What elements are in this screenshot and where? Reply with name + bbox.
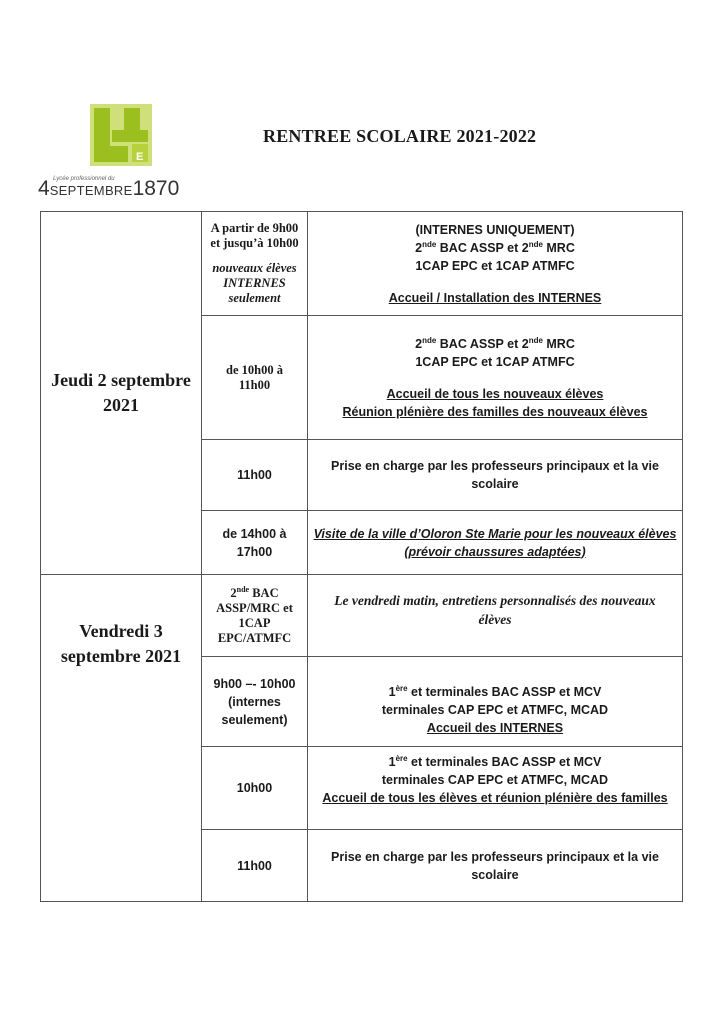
desc-line: terminales CAP EPC et ATMFC, MCAD xyxy=(381,773,609,787)
time-note: nouveaux élèves xyxy=(212,261,297,275)
desc-underlined: (prévoir chaussures adaptées) xyxy=(404,544,586,559)
time-line: 11h00 xyxy=(237,858,272,873)
description-cell xyxy=(308,440,683,511)
day-cell-friday: Vendredi 3 septembre 2021 xyxy=(41,575,202,902)
description-cell xyxy=(308,747,683,830)
desc-underlined: Accueil de tous les nouveaux élèves xyxy=(386,386,604,401)
svg-text:E: E xyxy=(136,151,144,163)
time-cell xyxy=(202,830,308,902)
time-line: 9h00 –- 10h00 xyxy=(213,676,296,691)
time-cell xyxy=(202,316,308,440)
time-line: 10h00 xyxy=(236,781,273,795)
desc-line: Prise en charge par les professeurs principaux et la vie xyxy=(331,849,659,864)
time-line: et jusqu’à 10h00 xyxy=(210,236,299,250)
schedule-table xyxy=(40,211,683,902)
time-line: A partir de 9h00 xyxy=(210,221,299,235)
desc-line: 1CAP EPC et 1CAP ATMFC xyxy=(415,354,575,369)
desc-underlined: Accueil de tous les élèves et réunion plénière des familles xyxy=(322,791,668,805)
time-line: 11h00 xyxy=(237,468,272,482)
time-cell xyxy=(202,747,308,830)
desc-underlined: Réunion plénière des familles des nouveaux élèves xyxy=(342,404,648,419)
desc-underlined: Accueil des INTERNES xyxy=(426,721,564,735)
time-line: (internes xyxy=(228,694,281,709)
desc-line: Le vendredi matin, entretiens personnalisés des nouveaux xyxy=(334,593,656,608)
description-cell xyxy=(308,316,683,440)
time-line: de 10h00 à xyxy=(226,362,283,377)
logo-wordmark: 4SEPTEMBRE1870 xyxy=(38,177,180,200)
desc-line: scolaire xyxy=(471,867,519,882)
desc-line: scolaire xyxy=(471,477,519,491)
description-cell xyxy=(308,575,683,657)
time-note: INTERNES xyxy=(223,276,286,290)
desc-line: 2nde BAC ASSP et 2nde MRC xyxy=(415,335,575,351)
day-cell-thursday: Jeudi 2 septembre 2021 xyxy=(41,212,202,575)
time-line: EPC/ATMFC xyxy=(217,630,292,645)
logo-tagline: Lycée professionnel du xyxy=(53,176,115,182)
time-cell xyxy=(202,440,308,511)
desc-line: 1CAP EPC et 1CAP ATMFC xyxy=(415,258,575,273)
time-cell xyxy=(202,212,308,316)
school-logo xyxy=(38,104,198,200)
desc-line: Prise en charge par les professeurs principaux et la vie xyxy=(331,459,659,473)
description-cell xyxy=(308,511,683,575)
desc-underlined: Accueil / Installation des INTERNES xyxy=(388,290,602,305)
time-cell xyxy=(202,511,308,575)
table-row xyxy=(41,575,683,657)
time-line: de 14h00 à xyxy=(222,526,287,541)
time-line: ASSP/MRC et xyxy=(216,600,293,615)
logo-mark-icon xyxy=(90,104,152,166)
desc-line: (INTERNES UNIQUEMENT) xyxy=(415,222,575,237)
desc-line: terminales CAP EPC et ATMFC, MCAD xyxy=(381,703,609,717)
time-line: 11h00 xyxy=(238,377,271,392)
desc-line: 2nde BAC ASSP et 2nde MRC xyxy=(415,239,575,255)
table-row xyxy=(41,212,683,316)
time-line: 2nde BAC xyxy=(230,584,279,600)
description-cell xyxy=(308,830,683,902)
page-title: RENTREE SCOLAIRE 2021-2022 xyxy=(263,126,537,146)
description-cell xyxy=(308,657,683,747)
description-cell xyxy=(308,212,683,316)
desc-line: 1ère et terminales BAC ASSP et MCV xyxy=(388,753,602,769)
desc-line: 1ère et terminales BAC ASSP et MCV xyxy=(388,683,602,699)
desc-underlined: Visite de la ville d’Oloron Ste Marie pour les nouveaux élèves xyxy=(313,526,677,541)
time-cell xyxy=(202,575,308,657)
time-note: seulement xyxy=(228,291,281,305)
time-line: 17h00 xyxy=(236,544,273,559)
desc-line: élèves xyxy=(478,612,512,627)
time-line: seulement) xyxy=(221,712,288,727)
time-line: 1CAP xyxy=(238,615,271,630)
time-cell xyxy=(202,657,308,747)
